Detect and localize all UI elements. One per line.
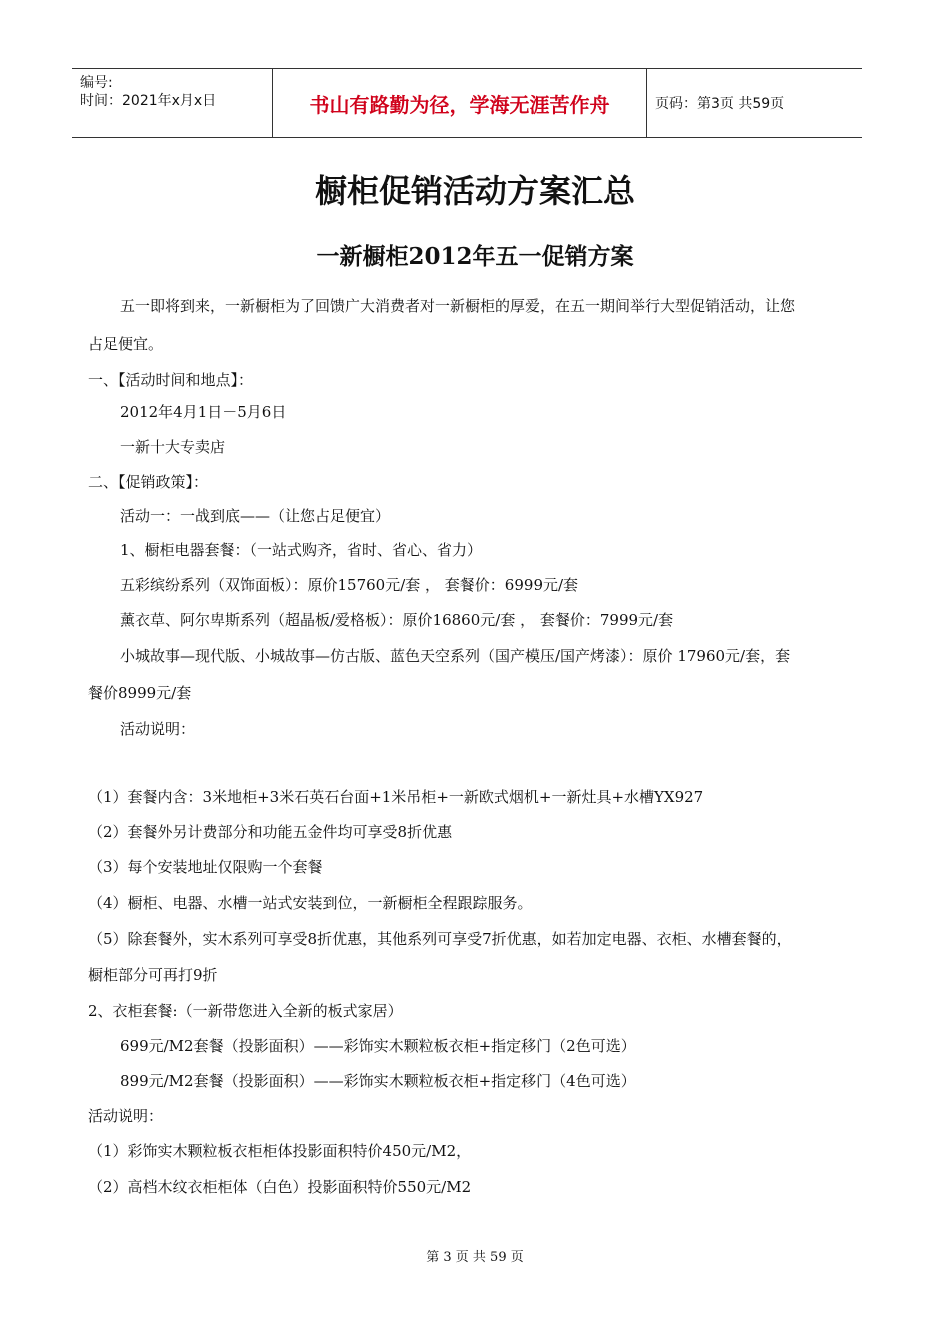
header-page-label: 页码：第3页 共59页 (655, 96, 785, 112)
list-item: （4）橱柜、电器、水槽一站式安装到位，一新橱柜全程跟踪服务。 (88, 894, 533, 912)
list-item: （2）高档木纹衣柜柜体（白色）投影面积特价550元/M2 (88, 1178, 472, 1196)
list-item: （5）除套餐外，实木系列可享受8折优惠，其他系列可享受7折优惠，如若加定电器、衣柜、水槽套餐的， (88, 930, 792, 948)
page-footer: 第 3 页 共 59 页 (426, 1250, 524, 1265)
paragraph-line: 一新十大专卖店 (120, 438, 226, 456)
header-motto-cell (273, 69, 647, 137)
document-time-label: 时间：2021年x月x日 (80, 93, 217, 109)
paragraph-line: 899元/M2套餐（投影面积）——彩饰实木颗粒板衣柜+指定移门（4色可选） (120, 1072, 636, 1090)
list-item: （1）套餐内含：3米地柜+3米石英石台面+1米吊柜+一新欧式烟机+一新灶具+水槽YX927 (88, 788, 704, 806)
paragraph-line: 五一即将到来，一新橱柜为了回馈广大消费者对一新橱柜的厚爱，在五一期间举行大型促销活动，让您 (120, 297, 796, 315)
paragraph-line: 薰衣草、阿尔卑斯系列（超晶板/爱格板）：原价16860元/套 ， 套餐价：7999元/套 (120, 611, 674, 629)
paragraph-line: 活动说明： (88, 1107, 164, 1125)
header-meta-cell (72, 69, 273, 137)
list-item: （2）套餐外另计费部分和功能五金件均可享受8折优惠 (88, 823, 453, 841)
paragraph-line: 占足便宜。 (88, 335, 164, 353)
header-table (72, 68, 862, 138)
paragraph-line: 1、橱柜电器套餐：（一站式购齐，省时、省心、省力） (120, 541, 483, 559)
paragraph-line: 699元/M2套餐（投影面积）——彩饰实木颗粒板衣柜+指定移门（2色可选） (120, 1037, 636, 1055)
header-page-cell (647, 69, 862, 137)
document-title: 橱柜促销活动方案汇总 (314, 172, 635, 210)
paragraph-line: 五彩缤纷系列（双饰面板）：原价15760元/套 ， 套餐价：6999元/套 (120, 576, 579, 594)
paragraph-line: 2012年4月1日－5月6日 (120, 403, 287, 421)
section-heading: 一、【活动时间和地点】： (88, 371, 254, 389)
paragraph-line: 活动说明： (120, 720, 196, 738)
list-item: 橱柜部分可再打9折 (88, 966, 218, 984)
document-number-label: 编号: (80, 75, 113, 91)
paragraph-line: 活动一：一战到底——（让您占足便宜） (120, 507, 391, 525)
paragraph-line: 2、衣柜套餐:（一新带您进入全新的板式家居） (88, 1002, 403, 1020)
section-heading: 二、【促销政策】： (88, 473, 209, 491)
document-subtitle: 一新橱柜2012年五一促销方案 (316, 243, 634, 270)
header-motto: 书山有路勤为径，学海无涯苦作舟 (309, 92, 610, 117)
paragraph-line: 餐价8999元/套 (88, 684, 192, 702)
paragraph-line: 小城故事—现代版、小城故事—仿古版、蓝色天空系列（国产模压/国产烤漆）：原价 17960元/套，套 (120, 647, 791, 665)
list-item: （1）彩饰实木颗粒板衣柜柜体投影面积特价450元/M2， (88, 1142, 472, 1160)
list-item: （3）每个安装地址仅限购一个套餐 (88, 858, 323, 876)
